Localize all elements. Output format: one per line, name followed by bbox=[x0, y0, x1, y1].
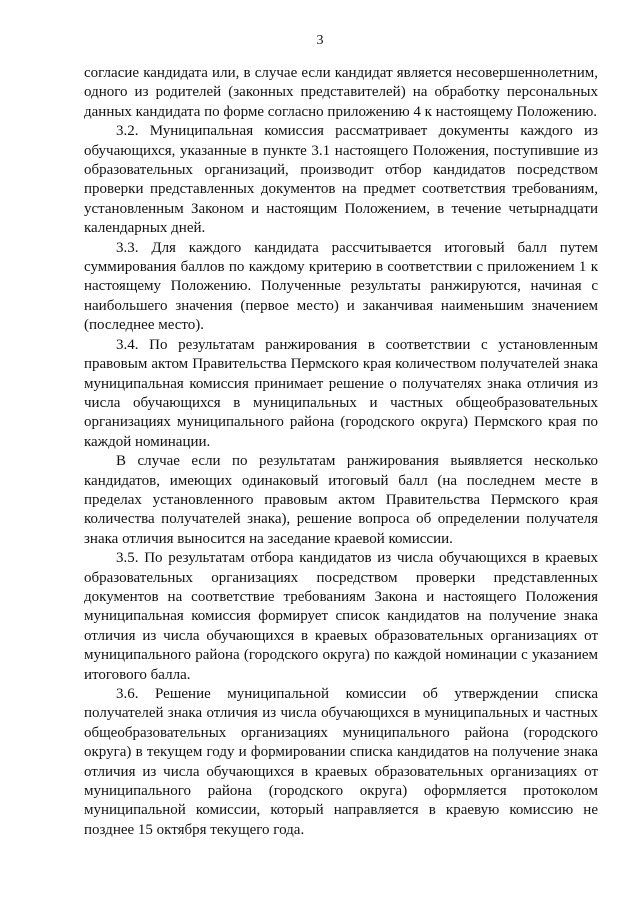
paragraph-3-4-tie-rule: В случае если по результатам ранжирования выявляется несколько кандидатов, имеющих одинаковый итоговый балл (на последнем месте в пределах установленного правовым актом Правительства Пермского края количества получателей знака), решение вопроса об определении получателя знака отличия выносится на заседание краевой комиссии. bbox=[84, 453, 598, 547]
paragraph-3-4: 3.4. По результатам ранжирования в соответствии с установленным правовым актом Правительства Пермского края количеством получателей знака муниципальная комиссия принимает решение о получателях знака отличия из числа обучающихся в муниципальных и частных общеобразовательных организациях муниципального района (городского округа) Пермского края по каждой номинации. bbox=[84, 336, 598, 450]
document-body bbox=[84, 64, 598, 840]
paragraph-3-6: 3.6. Решение муниципальной комиссии об утверждении списка получателей знака отличия из числа обучающихся в муниципальных и частных общеобразовательных организациях муниципального района (городского округа) в текущем году и формировании списка кандидатов на получение знака отличия из числа обучающихся в краевых образовательных организациях от муниципального района (городского округа) оформляется протоколом муниципальной комиссии, который направляется в краевую комиссию не позднее 15 октября текущего года. bbox=[84, 686, 598, 838]
paragraph-3-2: 3.2. Муниципальная комиссия рассматривает документы каждого из обучающихся, указанные в пункте 3.1 настоящего Положения, поступившие из образовательных организаций, производит отбор кандидатов посредством проверки представленных документов на предмет соответствия требованиям, установленным Законом и настоящим Положением, в течение четырнадцати календарных дней. bbox=[84, 123, 598, 237]
paragraph-3-5: 3.5. По результатам отбора кандидатов из числа обучающихся в краевых образовательных организациях посредством проверки представленных документов на соответствие требованиям Закона и настоящего Положения муниципальная комиссия формирует список кандидатов на получение знака отличия из числа обучающихся в краевых образовательных организациях от муниципального района (городского округа) по каждой номинации с указанием итогового балла. bbox=[84, 550, 598, 683]
paragraph-3-1-continuation: согласие кандидата или, в случае если кандидат является несовершеннолетним, одного из родителей (законных представителей) на обработку персональных данных кандидата по форме согласно приложению 4 к настоящему Положению. bbox=[84, 65, 598, 120]
page-number: 3 bbox=[316, 33, 324, 48]
paragraph-3-3: 3.3. Для каждого кандидата рассчитывается итоговый балл путем суммирования баллов по каждому критерию в соответствии с приложением 1 к настоящему Положению. Полученные результаты ранжируются, начиная с наибольшего значения (первое место) и заканчивая наименьшим значением (последнее место). bbox=[84, 239, 598, 334]
